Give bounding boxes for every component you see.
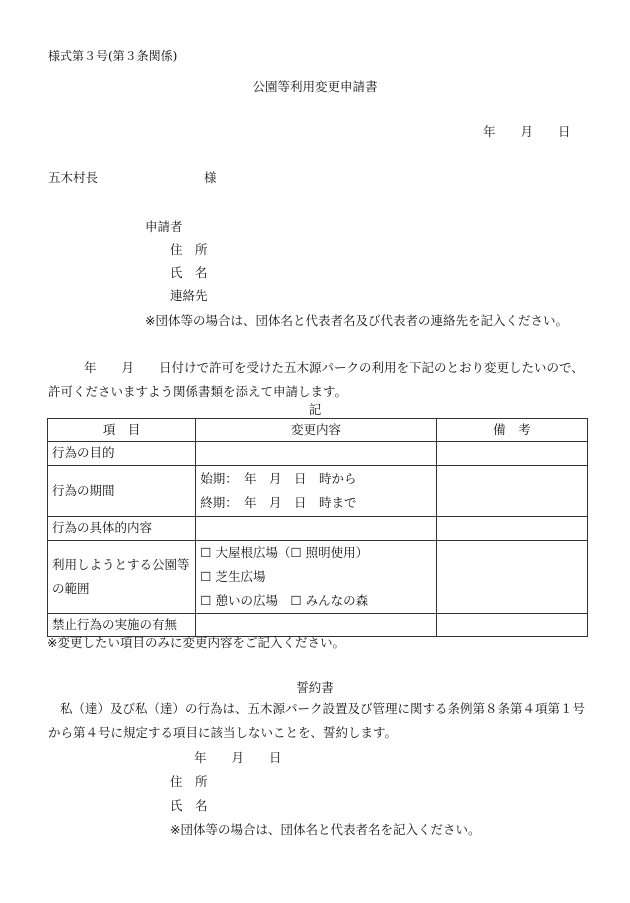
table-row-prohibited (48, 614, 588, 637)
period-start: 始期： 年 月 日 時から (200, 471, 357, 486)
application-date: 年 月 日 (483, 124, 571, 139)
table-row-period (48, 466, 588, 517)
header-change: 変更内容 (196, 419, 436, 442)
addressee: 五木村長 (48, 170, 99, 185)
addressee-honorific: 様 (204, 170, 217, 185)
range-option-ikoi-minna[interactable]: ☐ 憩いの広場 ☐ みんなの森 (200, 593, 369, 608)
pledge-note: ※団体等の場合は、団体名と代表者名を記入ください。 (170, 822, 481, 837)
pledge-date: 年 月 日 (194, 750, 282, 765)
range-remarks (436, 541, 587, 614)
range-option-ooyane[interactable]: ☐ 大屋根広場（☐ 照明使用） (200, 545, 369, 560)
purpose-remarks (436, 442, 587, 466)
ki-heading: 記 (308, 402, 322, 417)
header-remarks: 備 考 (436, 419, 587, 442)
pledge-title: 誓約書 (296, 680, 334, 695)
applicant-contact-label: 連絡先 (170, 288, 208, 303)
applicant-heading: 申請者 (145, 219, 183, 234)
pledge-address-label: 住 所 (170, 774, 208, 789)
range-options (196, 541, 436, 614)
table-row-purpose (48, 442, 588, 466)
range-option-shibafu[interactable]: ☐ 芝生広場 (200, 569, 266, 584)
detail-label: 行為の具体的内容 (48, 517, 196, 541)
range-label (48, 541, 196, 614)
document-title: 公園等利用変更申請書 (252, 79, 378, 94)
purpose-value (196, 442, 436, 466)
pledge-name-label: 氏 名 (170, 798, 208, 813)
form-number: 様式第３号(第３条関係) (48, 49, 178, 63)
table-row-range (48, 541, 588, 614)
header-item: 項 目 (48, 419, 196, 442)
applicant-name-label: 氏 名 (170, 265, 208, 280)
table-row-detail (48, 517, 588, 541)
applicant-note: ※団体等の場合は、団体名と代表者名及び代表者の連絡先を記入ください。 (145, 313, 568, 328)
period-remarks (436, 466, 587, 517)
table-header-row (48, 419, 588, 442)
prohibited-remarks (436, 614, 587, 637)
range-label-line1: 利用しようとする公園等 (52, 557, 190, 572)
period-label: 行為の期間 (48, 466, 196, 517)
purpose-label: 行為の目的 (48, 442, 196, 466)
prohibited-label: 禁止行為の実施の有無 (48, 614, 196, 637)
table-note: ※変更したい項目のみに変更内容をご記入ください。 (47, 635, 345, 650)
request-body-text: 年 月 日付けで許可を受けた五木源パークの利用を下記のとおり変更したいので、許可くださいますよう関係書類を添えて申請します。 (48, 360, 584, 399)
applicant-address-label: 住 所 (170, 242, 208, 257)
prohibited-value (196, 614, 436, 637)
detail-remarks (436, 517, 587, 541)
change-table (47, 418, 588, 637)
period-value (196, 466, 436, 517)
range-label-line2: の範囲 (52, 581, 90, 596)
detail-value (196, 517, 436, 541)
period-end: 終期： 年 月 日 時まで (200, 495, 357, 510)
pledge-text: 私（達）及び私（達）の行為は、五木源パーク設置及び管理に関する条例第８条第４項第１号から第４号に規定する項目に該当しないことを、誓約します。 (48, 701, 586, 740)
